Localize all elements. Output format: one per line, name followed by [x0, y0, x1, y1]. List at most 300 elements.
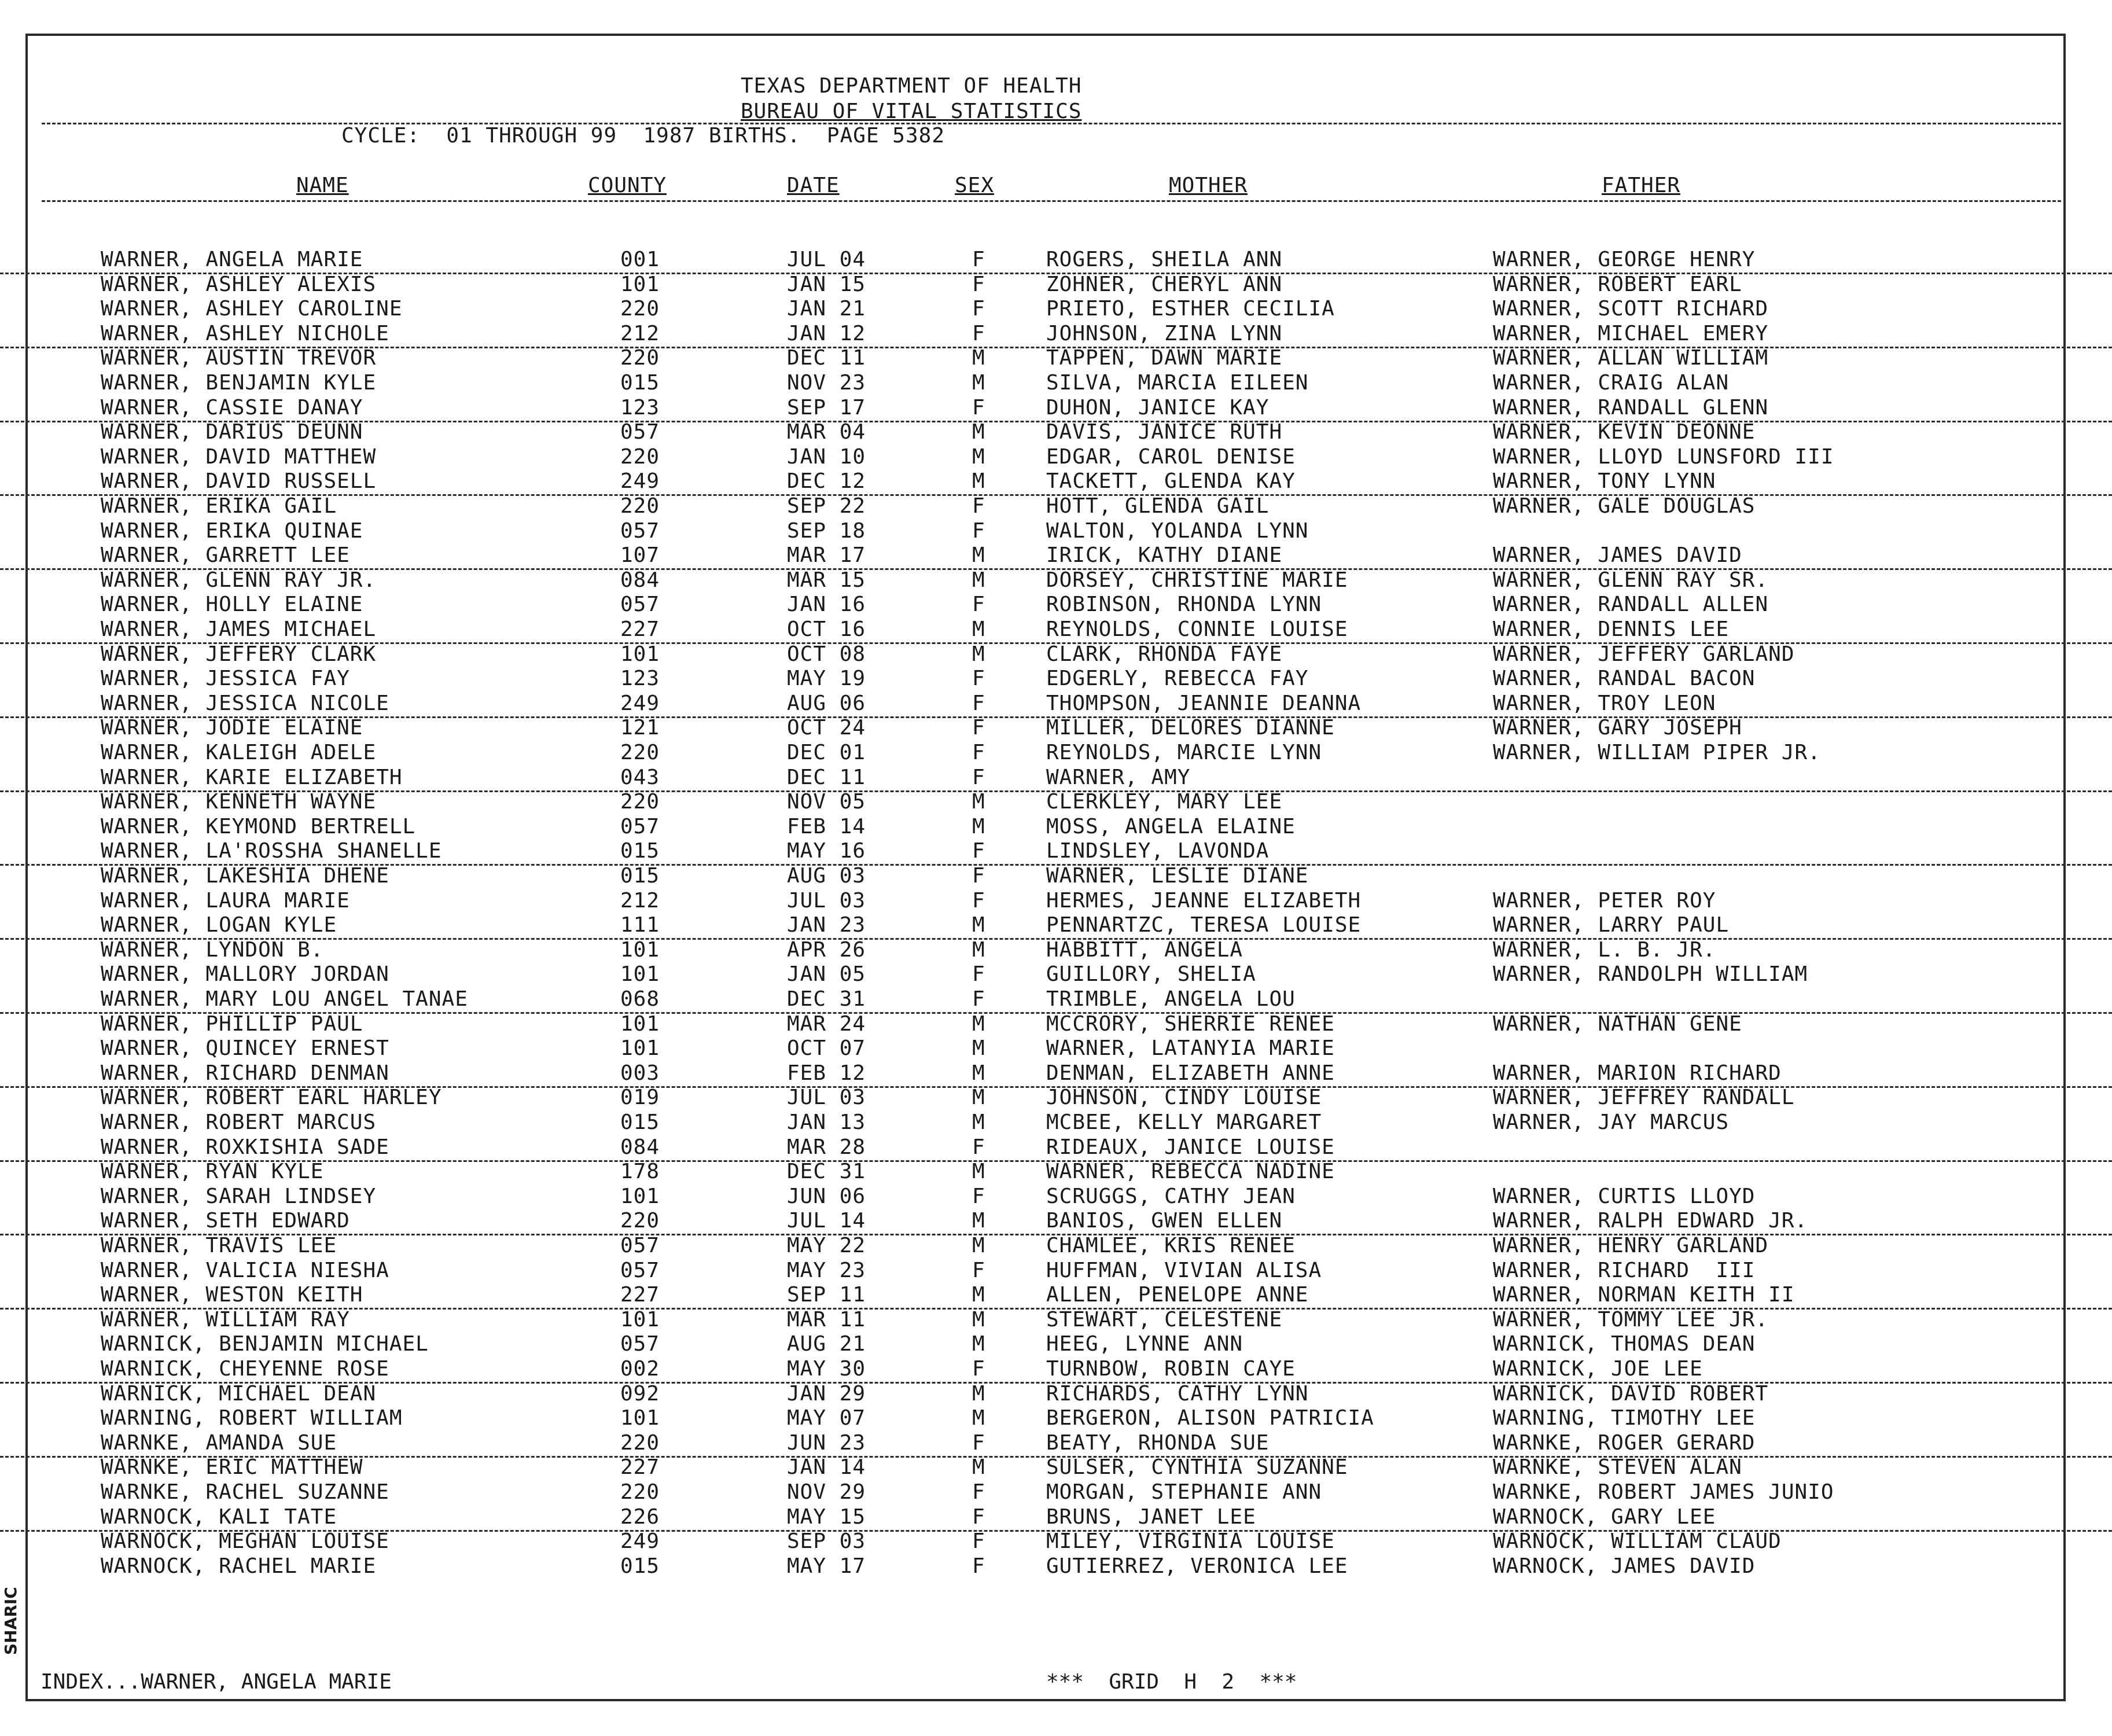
cell-father: WARNER, RANDALL GLENN	[1493, 395, 1769, 420]
cell-father: WARNER, L. B. JR.	[1493, 937, 1716, 962]
cell-county: 003	[620, 1061, 660, 1085]
cell-father: WARNER, TOMMY LEE JR.	[1493, 1307, 1769, 1332]
cell-sex: M	[972, 1209, 985, 1233]
cell-mother: EDGERLY, REBECCA FAY	[1046, 667, 1309, 691]
cell-name: WARNER, ROBERT EARL HARLEY	[101, 1086, 442, 1110]
cell-father: WARNER, TONY LYNN	[1493, 469, 1716, 494]
cell-father: WARNER, CURTIS LLOYD	[1493, 1184, 1756, 1208]
table-row	[0, 1036, 2112, 1061]
cell-county: 015	[620, 1554, 660, 1578]
footer-grid: *** GRID H 2 ***	[1046, 1670, 1297, 1694]
cell-father: WARNKE, STEVEN ALAN	[1493, 1455, 1742, 1480]
cell-name: WARNER, KENNETH WAYNE	[101, 790, 377, 814]
cell-mother: WARNER, REBECCA NADINE	[1046, 1160, 1335, 1184]
cell-date: NOV 23	[787, 371, 866, 395]
cell-sex: M	[972, 913, 985, 937]
cell-sex: M	[972, 1283, 985, 1307]
cell-name: WARNER, ROBERT MARCUS	[101, 1110, 377, 1134]
cell-date: DEC 11	[787, 765, 866, 789]
cell-date: FEB 14	[787, 814, 866, 838]
table-row	[0, 322, 2112, 348]
cell-sex: F	[972, 1529, 985, 1554]
cell-father: WARNICK, DAVID ROBERT	[1493, 1381, 1769, 1406]
table-row	[0, 1554, 2112, 1579]
cell-name: WARNER, JEFFERY CLARK	[101, 642, 377, 666]
cell-father: WARNER, NORMAN KEITH II	[1493, 1283, 1795, 1307]
cell-sex: M	[972, 937, 985, 962]
cell-mother: WALTON, YOLANDA LYNN	[1046, 518, 1309, 543]
cell-father: WARNKE, ROBERT JAMES JUNIO	[1493, 1480, 1834, 1504]
cell-father: WARNER, ALLAN WILLIAM	[1493, 346, 1769, 370]
table-row	[0, 1406, 2112, 1431]
cell-mother: MILLER, DELORES DIANNE	[1046, 716, 1335, 740]
table-row	[0, 494, 2112, 519]
cell-mother: CLERKLEY, MARY LEE	[1046, 790, 1283, 814]
cell-date: JAN 21	[787, 297, 866, 321]
cell-father: WARNER, RANDALL ALLEN	[1493, 593, 1769, 617]
cell-father: WARNER, JAY MARCUS	[1493, 1110, 1730, 1134]
cell-name: WARNOCK, KALI TATE	[101, 1505, 337, 1529]
cell-county: 101	[620, 1184, 660, 1208]
cell-name: WARNER, BENJAMIN KYLE	[101, 371, 377, 395]
cell-county: 212	[620, 321, 660, 345]
cell-sex: F	[972, 272, 985, 296]
cell-date: MAR 04	[787, 420, 866, 444]
cell-sex: M	[972, 469, 985, 494]
cell-date: SEP 11	[787, 1283, 866, 1307]
cell-sex: F	[972, 395, 985, 420]
cell-mother: HOTT, GLENDA GAIL	[1046, 494, 1270, 518]
cell-mother: ROGERS, SHEILA ANN	[1046, 248, 1283, 271]
cell-date: MAY 16	[787, 839, 866, 863]
cell-sex: M	[972, 814, 985, 838]
cell-sex: F	[972, 888, 985, 913]
cell-father: WARNER, MICHAEL EMERY	[1493, 321, 1769, 345]
cell-name: WARNER, JESSICA FAY	[101, 667, 350, 691]
cell-county: 057	[620, 420, 660, 444]
cell-father: WARNER, RANDAL BACON	[1493, 667, 1756, 691]
cell-county: 101	[620, 1307, 660, 1332]
table-row	[0, 913, 2112, 940]
cell-mother: MOSS, ANGELA ELAINE	[1046, 814, 1296, 838]
cell-date: MAY 07	[787, 1406, 866, 1430]
cell-mother: SCRUGGS, CATHY JEAN	[1046, 1184, 1296, 1208]
cell-mother: RIDEAUX, JANICE LOUISE	[1046, 1135, 1335, 1159]
cell-sex: M	[972, 1381, 985, 1406]
table-row	[0, 1357, 2112, 1384]
cell-date: JUL 04	[787, 248, 866, 271]
table-row	[0, 1529, 2112, 1554]
cell-date: MAY 15	[787, 1505, 866, 1529]
cell-mother: BRUNS, JANET LEE	[1046, 1505, 1256, 1529]
cell-county: 092	[620, 1381, 660, 1406]
cell-date: NOV 05	[787, 790, 866, 814]
cell-county: 084	[620, 1135, 660, 1159]
cell-father: WARNER, LARRY PAUL	[1493, 913, 1730, 937]
table-row	[0, 1234, 2112, 1259]
cell-mother: PRIETO, ESTHER CECILIA	[1046, 297, 1335, 321]
cell-date: SEP 17	[787, 395, 866, 420]
table-row	[0, 568, 2112, 593]
cell-name: WARNER, MALLORY JORDAN	[101, 962, 389, 987]
cell-county: 057	[620, 1234, 660, 1257]
cell-date: JAN 14	[787, 1455, 866, 1480]
cell-father: WARNOCK, WILLIAM CLAUD	[1493, 1529, 1782, 1554]
cell-sex: F	[972, 248, 985, 271]
cell-name: WARNER, KARIE ELIZABETH	[101, 765, 403, 789]
cell-county: 220	[620, 1430, 660, 1455]
cell-date: AUG 06	[787, 691, 866, 715]
cell-county: 249	[620, 691, 660, 715]
cell-mother: TRIMBLE, ANGELA LOU	[1046, 987, 1296, 1011]
table-row	[0, 273, 2112, 297]
cell-sex: M	[972, 1086, 985, 1110]
cell-name: WARNICK, BENJAMIN MICHAEL	[101, 1332, 429, 1356]
cell-father: WARNKE, ROGER GERARD	[1493, 1430, 1756, 1455]
cell-sex: M	[972, 790, 985, 814]
cell-mother: ZOHNER, CHERYL ANN	[1046, 272, 1283, 296]
col-header-father: FATHER	[1602, 174, 1681, 197]
table-row	[0, 1480, 2112, 1505]
cell-sex: M	[972, 420, 985, 444]
cell-county: 057	[620, 1258, 660, 1282]
cell-county: 220	[620, 297, 660, 321]
cell-date: JAN 29	[787, 1381, 866, 1406]
cell-date: JAN 16	[787, 593, 866, 617]
table-row	[0, 1086, 2112, 1110]
cell-name: WARNING, ROBERT WILLIAM	[101, 1406, 403, 1430]
cell-county: 015	[620, 371, 660, 395]
table-row	[0, 420, 2112, 445]
cell-father: WARNING, TIMOTHY LEE	[1493, 1406, 1756, 1430]
cell-sex: M	[972, 642, 985, 666]
cell-sex: M	[972, 568, 985, 592]
cell-name: WARNER, GARRETT LEE	[101, 543, 350, 568]
cell-county: 249	[620, 469, 660, 494]
cell-name: WARNICK, CHEYENNE ROSE	[101, 1357, 389, 1381]
cell-name: WARNER, PHILLIP PAUL	[101, 1012, 363, 1036]
cell-father: WARNER, NATHAN GENE	[1493, 1012, 1742, 1036]
cell-county: 220	[620, 741, 660, 764]
cell-date: MAR 24	[787, 1012, 866, 1036]
cell-sex: F	[972, 494, 985, 518]
cell-sex: M	[972, 1160, 985, 1184]
cell-name: WARNER, ASHLEY ALEXIS	[101, 272, 377, 296]
cell-mother: REYNOLDS, CONNIE LOUISE	[1046, 617, 1348, 641]
cell-mother: HERMES, JEANNE ELIZABETH	[1046, 888, 1362, 913]
cell-name: WARNER, LA'ROSSHA SHANELLE	[101, 839, 442, 863]
cell-father: WARNER, WILLIAM PIPER JR.	[1493, 741, 1821, 764]
cell-name: WARNKE, ERIC MATTHEW	[101, 1455, 363, 1480]
cell-name: WARNER, LOGAN KYLE	[101, 913, 337, 937]
cell-sex: F	[972, 987, 985, 1011]
table-row	[0, 962, 2112, 987]
cell-name: WARNER, ANGELA MARIE	[101, 248, 363, 271]
cell-date: JAN 23	[787, 913, 866, 937]
cell-mother: HEEG, LYNNE ANN	[1046, 1332, 1243, 1356]
cell-county: 107	[620, 543, 660, 568]
cell-sex: M	[972, 1036, 985, 1061]
cell-mother: DENMAN, ELIZABETH ANNE	[1046, 1061, 1335, 1085]
cell-date: MAR 28	[787, 1135, 866, 1159]
table-row	[0, 839, 2112, 866]
cell-date: DEC 31	[787, 1160, 866, 1184]
cell-mother: EDGAR, CAROL DENISE	[1046, 444, 1296, 469]
cell-date: JAN 13	[787, 1110, 866, 1134]
cell-county: 101	[620, 962, 660, 987]
cell-mother: ROBINSON, RHONDA LYNN	[1046, 593, 1322, 617]
cell-sex: M	[972, 1110, 985, 1134]
table-row	[0, 1505, 2112, 1532]
cell-county: 019	[620, 1086, 660, 1110]
cell-date: JAN 10	[787, 444, 866, 469]
cell-mother: SILVA, MARCIA EILEEN	[1046, 371, 1309, 395]
cell-date: MAR 15	[787, 568, 866, 592]
cell-date: SEP 18	[787, 518, 866, 543]
cell-sex: F	[972, 297, 985, 321]
cell-name: WARNER, GLENN RAY JR.	[101, 568, 377, 592]
table-row	[0, 766, 2112, 792]
cell-sex: F	[972, 1135, 985, 1159]
table-row	[0, 1283, 2112, 1310]
cell-name: WARNER, ASHLEY CAROLINE	[101, 297, 403, 321]
cell-date: MAY 17	[787, 1554, 866, 1578]
cell-county: 101	[620, 272, 660, 296]
col-header-date: DATE	[787, 174, 840, 197]
table-row	[0, 519, 2112, 544]
cell-name: WARNER, WILLIAM RAY	[101, 1307, 350, 1332]
cell-mother: TACKETT, GLENDA KAY	[1046, 469, 1296, 494]
table-row	[0, 445, 2112, 470]
cell-county: 015	[620, 864, 660, 888]
cell-name: WARNER, LAURA MARIE	[101, 888, 350, 913]
table-row	[0, 938, 2112, 963]
cell-mother: TURNBOW, ROBIN CAYE	[1046, 1357, 1296, 1381]
cell-county: 220	[620, 1209, 660, 1233]
cell-county: 101	[620, 1036, 660, 1061]
table-row	[0, 987, 2112, 1014]
cell-county: 101	[620, 937, 660, 962]
cell-mother: MCBEE, KELLY MARGARET	[1046, 1110, 1322, 1134]
cell-mother: DUHON, JANICE KAY	[1046, 395, 1270, 420]
cell-date: DEC 12	[787, 469, 866, 494]
cell-sex: F	[972, 1258, 985, 1282]
cell-sex: F	[972, 667, 985, 691]
cell-sex: M	[972, 617, 985, 641]
cell-date: SEP 22	[787, 494, 866, 518]
cell-name: WARNKE, AMANDA SUE	[101, 1430, 337, 1455]
side-stamp: SHARIC	[1, 1587, 20, 1655]
cell-mother: LINDSLEY, LAVONDA	[1046, 839, 1270, 863]
cell-name: WARNOCK, MEGHAN LOUISE	[101, 1529, 389, 1554]
cell-name: WARNER, JODIE ELAINE	[101, 716, 363, 740]
cell-father: WARNER, DENNIS LEE	[1493, 617, 1730, 641]
cell-county: 015	[620, 1110, 660, 1134]
cell-name: WARNER, DARIUS DEUNN	[101, 420, 363, 444]
col-header-sex: SEX	[955, 174, 995, 197]
cell-mother: HABBITT, ANGELA	[1046, 937, 1243, 962]
cell-mother: PENNARTZC, TERESA LOUISE	[1046, 913, 1362, 937]
cell-sex: F	[972, 1184, 985, 1208]
table-row	[0, 1308, 2112, 1333]
cell-father: WARNER, TROY LEON	[1493, 691, 1716, 715]
cell-date: OCT 16	[787, 617, 866, 641]
cell-name: WARNER, VALICIA NIESHA	[101, 1258, 389, 1282]
cell-county: 227	[620, 1455, 660, 1480]
table-row	[0, 1012, 2112, 1037]
header-line-1: TEXAS DEPARTMENT OF HEALTH	[741, 74, 1082, 98]
cell-name: WARNER, LYNDON B.	[101, 937, 324, 962]
cell-father: WARNER, CRAIG ALAN	[1493, 371, 1730, 395]
table-row	[0, 1431, 2112, 1458]
cell-mother: MORGAN, STEPHANIE ANN	[1046, 1480, 1322, 1504]
cell-date: JUN 23	[787, 1430, 866, 1455]
cell-county: 212	[620, 888, 660, 913]
cell-sex: M	[972, 1234, 985, 1257]
table-row	[0, 1455, 2112, 1480]
cell-sex: F	[972, 741, 985, 764]
table-row	[0, 1160, 2112, 1185]
cell-mother: WARNER, AMY	[1046, 765, 1191, 789]
cell-name: WARNER, SETH EDWARD	[101, 1209, 350, 1233]
cell-father: WARNER, PETER ROY	[1493, 888, 1716, 913]
cell-date: MAR 17	[787, 543, 866, 568]
cell-name: WARNER, CASSIE DANAY	[101, 395, 363, 420]
table-row	[0, 1382, 2112, 1407]
cell-sex: M	[972, 1455, 985, 1480]
cell-date: MAY 23	[787, 1258, 866, 1282]
cell-date: JAN 05	[787, 962, 866, 987]
cell-sex: M	[972, 371, 985, 395]
table-row	[0, 1061, 2112, 1088]
cell-mother: GUILLORY, SHELIA	[1046, 962, 1256, 987]
cell-father: WARNOCK, GARY LEE	[1493, 1505, 1716, 1529]
cell-date: OCT 07	[787, 1036, 866, 1061]
cell-county: 057	[620, 814, 660, 838]
cell-father: WARNER, SCOTT RICHARD	[1493, 297, 1769, 321]
cell-mother: DORSEY, CHRISTINE MARIE	[1046, 568, 1348, 592]
cell-mother: BANIOS, GWEN ELLEN	[1046, 1209, 1283, 1233]
cell-county: 220	[620, 790, 660, 814]
cell-date: SEP 03	[787, 1529, 866, 1554]
cell-mother: WARNER, LATANYIA MARIE	[1046, 1036, 1335, 1061]
cell-father: WARNER, GARY JOSEPH	[1493, 716, 1742, 740]
cell-mother: BEATY, RHONDA SUE	[1046, 1430, 1270, 1455]
table-row	[0, 642, 2112, 667]
cell-father: WARNER, HENRY GARLAND	[1493, 1234, 1769, 1257]
table-row	[0, 790, 2112, 815]
cell-county: 101	[620, 642, 660, 666]
cell-father: WARNER, LLOYD LUNSFORD III	[1493, 444, 1834, 469]
cell-sex: F	[972, 765, 985, 789]
cell-date: NOV 29	[787, 1480, 866, 1504]
cell-name: WARNER, ERIKA GAIL	[101, 494, 337, 518]
cell-county: 001	[620, 248, 660, 271]
col-header-county: COUNTY	[588, 174, 667, 197]
cell-name: WARNER, LAKESHIA DHENE	[101, 864, 389, 888]
cell-name: WARNER, DAVID RUSSELL	[101, 469, 377, 494]
table-row	[0, 692, 2112, 718]
cell-county: 220	[620, 346, 660, 370]
cell-father: WARNER, ROBERT EARL	[1493, 272, 1742, 296]
cell-father: WARNER, RICHARD III	[1493, 1258, 1756, 1282]
cell-father: WARNER, JAMES DAVID	[1493, 543, 1742, 568]
cell-sex: F	[972, 518, 985, 543]
cell-county: 068	[620, 987, 660, 1011]
cell-name: WARNER, SARAH LINDSEY	[101, 1184, 377, 1208]
cell-date: FEB 12	[787, 1061, 866, 1085]
table-row	[0, 741, 2112, 766]
table-row	[0, 248, 2112, 274]
cell-date: DEC 31	[787, 987, 866, 1011]
cell-father: WARNER, JEFFREY RANDALL	[1493, 1086, 1795, 1110]
cell-date: JAN 12	[787, 321, 866, 345]
cell-county: 057	[620, 1332, 660, 1356]
cell-sex: M	[972, 1012, 985, 1036]
table-row	[0, 815, 2112, 840]
cell-name: WARNER, ERIKA QUINAE	[101, 518, 363, 543]
cell-father: WARNER, GALE DOUGLAS	[1493, 494, 1756, 518]
cell-father: WARNER, JEFFERY GARLAND	[1493, 642, 1795, 666]
cell-date: MAY 30	[787, 1357, 866, 1381]
cell-county: 101	[620, 1406, 660, 1430]
table-row	[0, 1110, 2112, 1135]
cell-sex: F	[972, 1430, 985, 1455]
cell-father: WARNER, MARION RICHARD	[1493, 1061, 1782, 1085]
table-row	[0, 667, 2112, 692]
table-row	[0, 1185, 2112, 1209]
cell-county: 084	[620, 568, 660, 592]
cell-sex: F	[972, 1554, 985, 1578]
cell-county: 057	[620, 518, 660, 543]
cell-date: JUL 14	[787, 1209, 866, 1233]
cell-date: DEC 01	[787, 741, 866, 764]
cell-sex: F	[972, 716, 985, 740]
cell-name: WARNER, KEYMOND BERTRELL	[101, 814, 416, 838]
cell-name: WARNER, RICHARD DENMAN	[101, 1061, 389, 1085]
cell-sex: F	[972, 1357, 985, 1381]
col-header-name: NAME	[296, 174, 349, 197]
cell-name: WARNER, JESSICA NICOLE	[101, 691, 389, 715]
table-row	[0, 1332, 2112, 1357]
cell-date: MAY 22	[787, 1234, 866, 1257]
cell-mother: GUTIERREZ, VERONICA LEE	[1046, 1554, 1348, 1578]
cell-date: JUN 06	[787, 1184, 866, 1208]
cell-name: WARNER, KALEIGH ADELE	[101, 741, 377, 764]
cell-sex: F	[972, 962, 985, 987]
cell-county: 220	[620, 494, 660, 518]
cell-name: WARNER, JAMES MICHAEL	[101, 617, 377, 641]
cell-county: 101	[620, 1012, 660, 1036]
cell-name: WARNER, ROXKISHIA SADE	[101, 1135, 389, 1159]
cell-mother: IRICK, KATHY DIANE	[1046, 543, 1283, 568]
cell-date: APR 26	[787, 937, 866, 962]
cell-sex: F	[972, 593, 985, 617]
cell-name: WARNER, DAVID MATTHEW	[101, 444, 377, 469]
table-row	[0, 1259, 2112, 1283]
table-row	[0, 716, 2112, 741]
table-row	[0, 469, 2112, 496]
cell-date: JAN 15	[787, 272, 866, 296]
cell-mother: ALLEN, PENELOPE ANNE	[1046, 1283, 1309, 1307]
cell-sex: M	[972, 1307, 985, 1332]
cell-county: 178	[620, 1160, 660, 1184]
cell-father: WARNER, GLENN RAY SR.	[1493, 568, 1769, 592]
cell-name: WARNER, RYAN KYLE	[101, 1160, 324, 1184]
table-row	[0, 593, 2112, 617]
cell-mother: WARNER, LESLIE DIANE	[1046, 864, 1309, 888]
cell-father: WARNER, KEVIN DEONNE	[1493, 420, 1756, 444]
